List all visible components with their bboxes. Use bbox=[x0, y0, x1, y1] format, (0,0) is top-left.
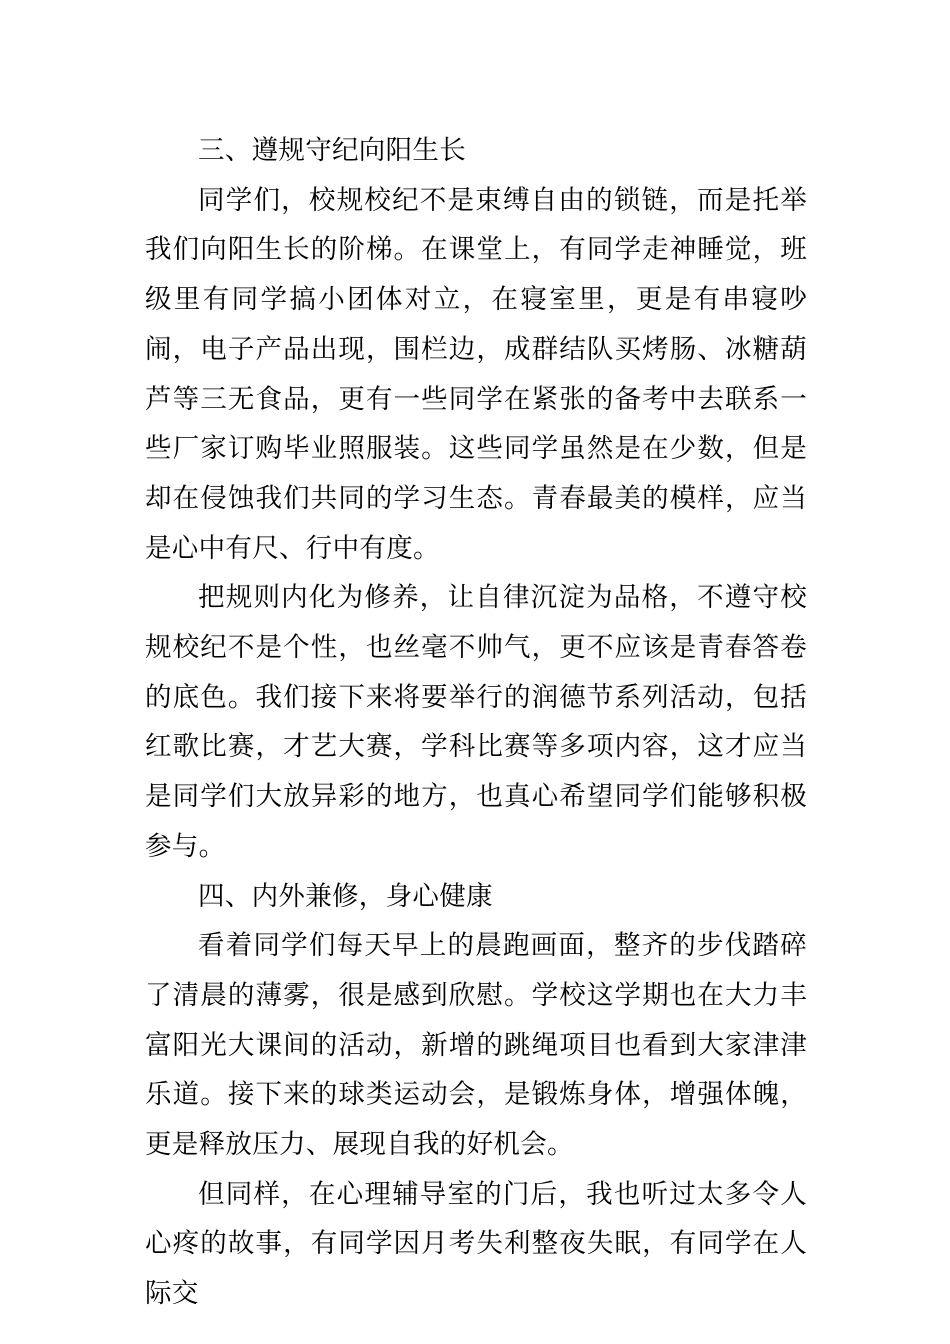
document-body bbox=[145, 126, 807, 1319]
paragraph: 同学们，校规校纪不是束缚自由的锁链，而是托举我们向阳生长的阶梯。在课堂上，有同学走神睡觉，班级里有同学搞小团体对立，在寝室里，更是有串寝吵闹，电子产品出现，围栏边，成群结队买烤肠、冰糖葫芦等三无食品，更有一些同学在紧张的备考中去联系一些厂家订购毕业照服装。这些同学虽然是在少数，但是却在侵蚀我们共同的学习生态。青春最美的模样，应当是心中有尺、行中有度。 bbox=[145, 184, 807, 564]
paragraph: 但同样，在心理辅导室的门后，我也听过太多令人心疼的故事，有同学因月考失利整夜失眠，有同学在人际交 bbox=[145, 1178, 807, 1310]
section-3-heading: 三、遵规守纪向阳生长 bbox=[198, 135, 466, 166]
paragraph: 把规则内化为修养，让自律沉淀为品格，不遵守校规校纪不是个性，也丝毫不帅气，更不应该是青春答卷的底色。我们接下来将要举行的润德节系列活动，包括红歌比赛，才艺大赛，学科比赛等多项内容，这才应当是同学们大放异彩的地方，也真心希望同学们能够积极参与。 bbox=[145, 582, 807, 862]
section-4-heading: 四、内外兼修，身心健康 bbox=[198, 880, 493, 912]
paragraph: 看着同学们每天早上的晨跑画面，整齐的步伐踏碎了清晨的薄雾，很是感到欣慰。学校这学期也在大力丰富阳光大课间的活动，新增的跳绳项目也看到大家津津乐道。接下来的球类运动会，是锻炼身体，增强体魄，更是释放压力、展现自我的好机会。 bbox=[145, 930, 807, 1161]
